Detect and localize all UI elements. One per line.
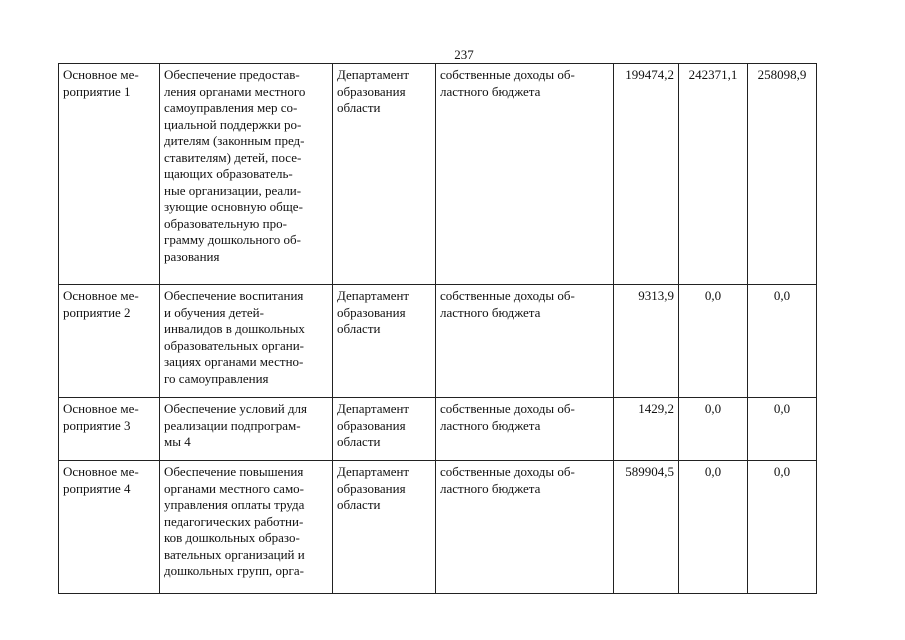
table-row (59, 461, 817, 594)
funding-source-cell: собственные доходы об- ластного бюджета (436, 461, 614, 594)
executor-cell: Департамент образования области (333, 64, 436, 285)
value-3-cell: 0,0 (748, 398, 817, 461)
activity-cell: Основное ме- роприятие 4 (59, 461, 160, 594)
funding-source-cell: собственные доходы об- ластного бюджета (436, 398, 614, 461)
activity-cell: Основное ме- роприятие 1 (59, 64, 160, 285)
value-1-cell: 589904,5 (614, 461, 679, 594)
value-1-cell: 1429,2 (614, 398, 679, 461)
executor-cell: Департамент образования области (333, 398, 436, 461)
executor-cell: Департамент образования области (333, 285, 436, 398)
value-2-cell: 0,0 (679, 285, 748, 398)
value-3-cell: 0,0 (748, 461, 817, 594)
description-cell: Обеспечение воспитания и обучения детей- инвалидов в дошкольных образовательных органи- зациях органами местно- го самоуправления (160, 285, 333, 398)
value-3-cell: 0,0 (748, 285, 817, 398)
activity-cell: Основное ме- роприятие 2 (59, 285, 160, 398)
description-cell: Обеспечение предостав- ления органами местного самоуправления мер со- циальной поддержки ро- дителям (законным пред- ставителям) детей, посе- щающих образователь- ные организации, реали- зующие основную обще- образовательную про- грамму дошкольного об- разования (160, 64, 333, 285)
table-row (59, 398, 817, 461)
table-row (59, 285, 817, 398)
value-2-cell: 242371,1 (679, 64, 748, 285)
funding-source-cell: собственные доходы об- ластного бюджета (436, 285, 614, 398)
description-cell: Обеспечение условий для реализации подпрограм- мы 4 (160, 398, 333, 461)
funding-source-cell: собственные доходы об- ластного бюджета (436, 64, 614, 285)
value-2-cell: 0,0 (679, 461, 748, 594)
value-2-cell: 0,0 (679, 398, 748, 461)
page-number: 237 (454, 47, 474, 62)
value-1-cell: 9313,9 (614, 285, 679, 398)
description-cell: Обеспечение повышения органами местного само- управления оплаты труда педагогических работни- ков дошкольных образо- вательных организаций и дошкольных групп, орга- (160, 461, 333, 594)
budget-table (58, 63, 817, 594)
executor-cell: Департамент образования области (333, 461, 436, 594)
value-1-cell: 199474,2 (614, 64, 679, 285)
value-3-cell: 258098,9 (748, 64, 817, 285)
activity-cell: Основное ме- роприятие 3 (59, 398, 160, 461)
table-row (59, 64, 817, 285)
